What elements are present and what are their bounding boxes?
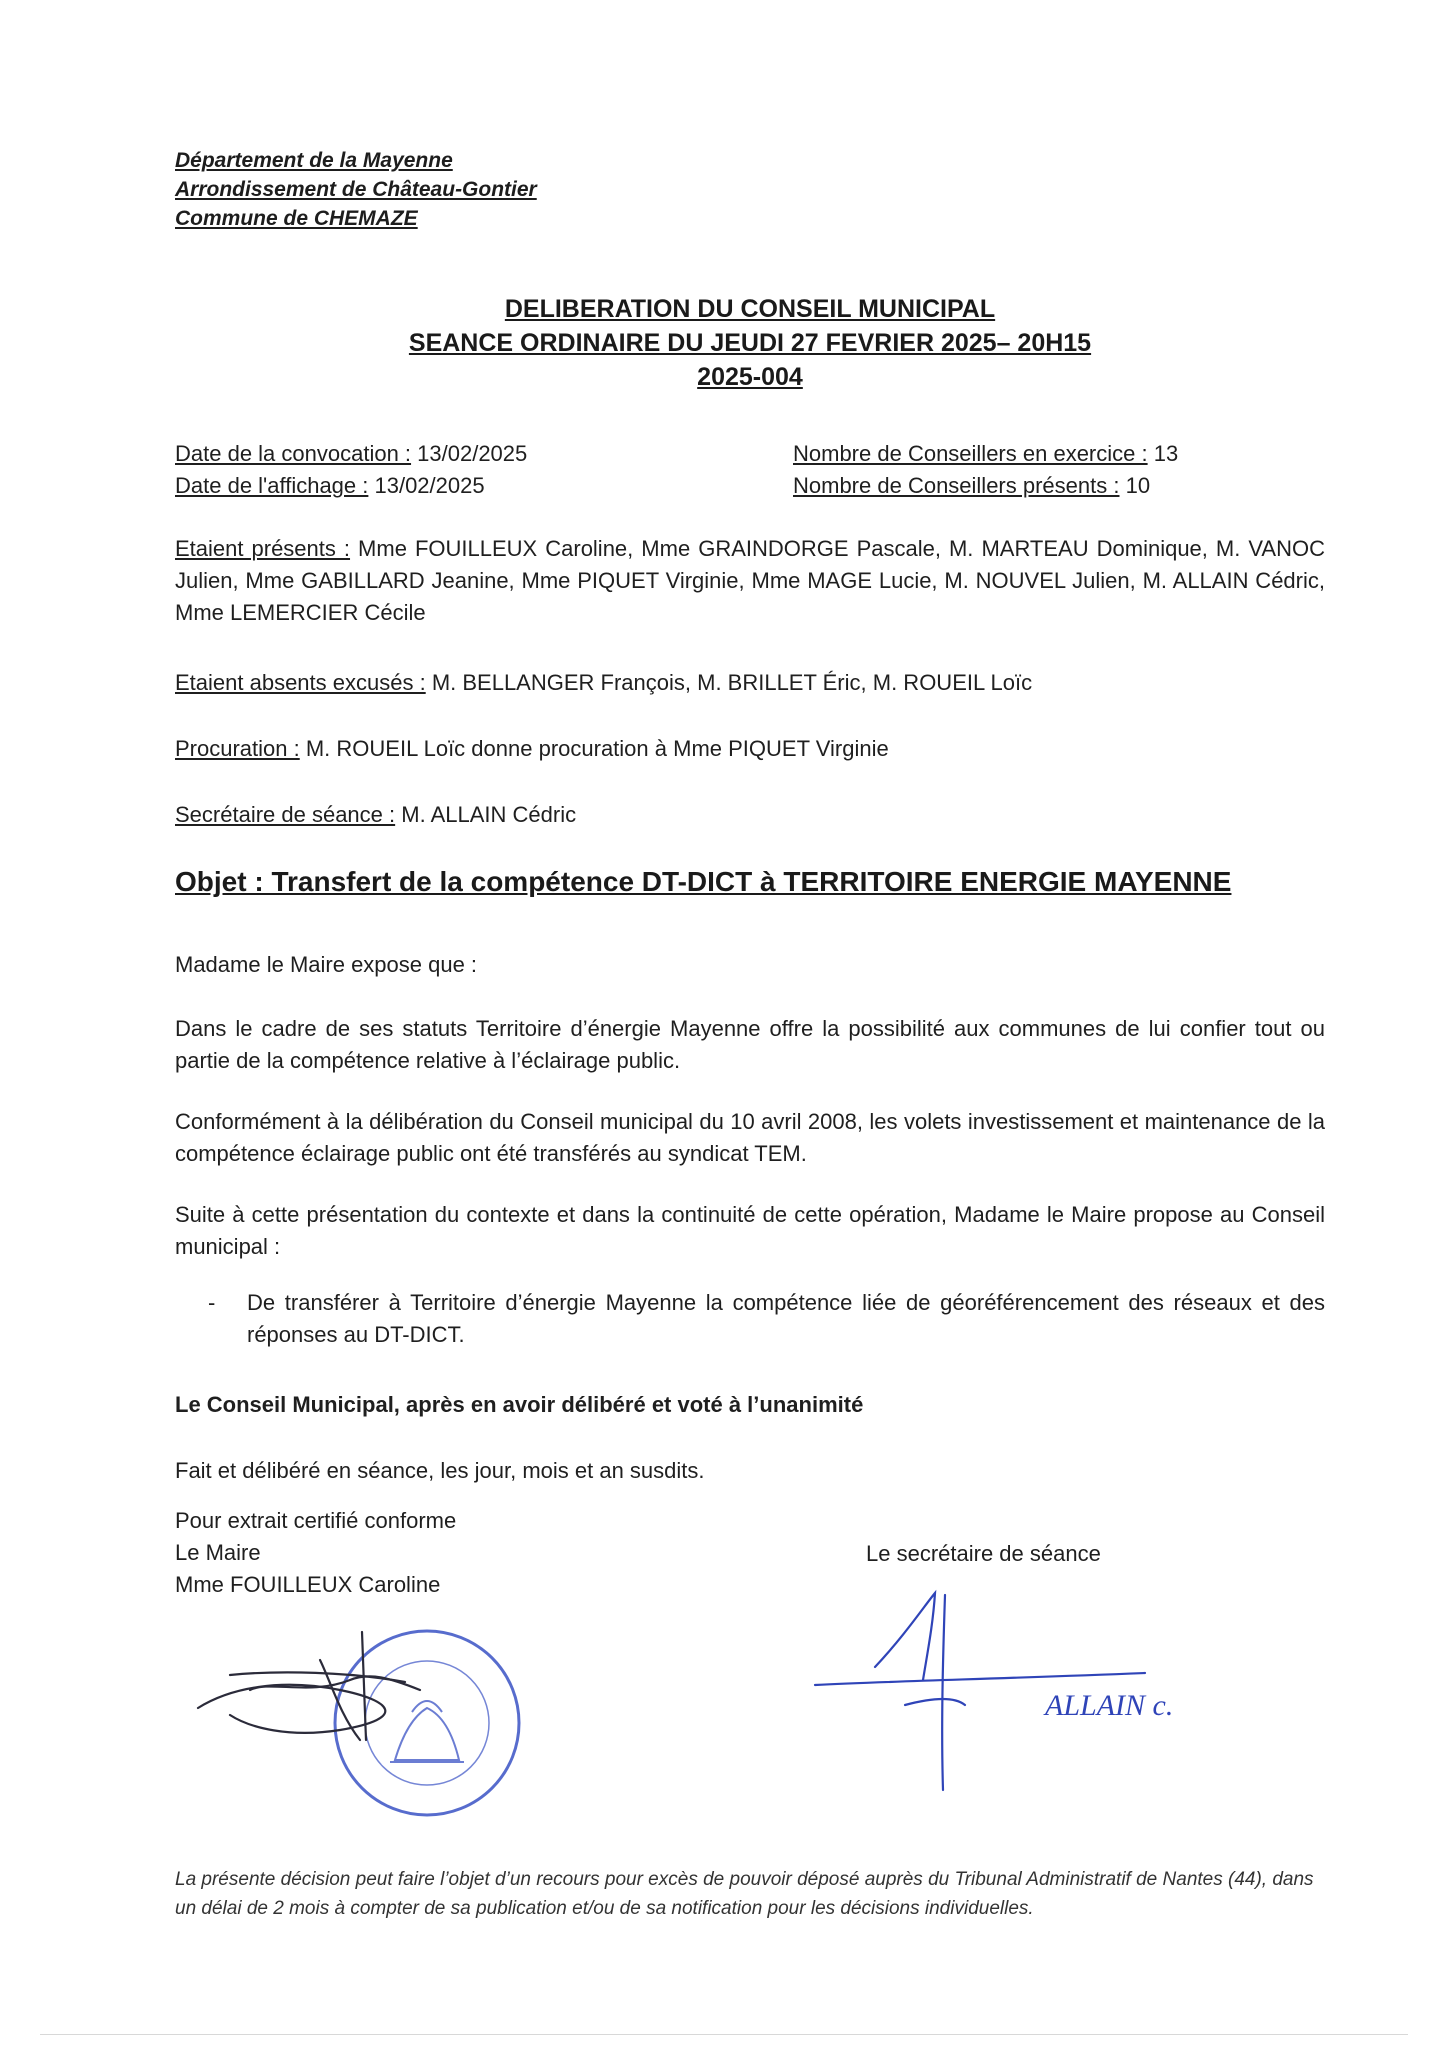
- paragraph-2: Conformément à la délibération du Conseil municipal du 10 avril 2008, les volets investissement et maintenance de la compétence éclairage public ont été transférés au syndicat TEM.: [175, 1109, 1325, 1166]
- presents-label: Etaient présents :: [175, 536, 351, 561]
- letterhead: [175, 146, 537, 233]
- affichage-value: 13/02/2025: [368, 473, 485, 498]
- procuration-label: Procuration :: [175, 736, 300, 761]
- presents-list: Mme FOUILLEUX Caroline, Mme GRAINDORGE Pascale, M. MARTEAU Dominique, M. VANOC Julien, Mme GABILLARD Jeanine, Mme PIQUET Virginie, Mme MAGE Lucie, M. NOUVEL Julien, M. ALLAIN Cédric, Mme LEMERCIER Cécile: [175, 536, 1325, 625]
- secretaire-label: Secrétaire de séance :: [175, 802, 396, 827]
- convocation-value: 13/02/2025: [411, 441, 528, 466]
- paragraph-3: Suite à cette présentation du contexte et dans la continuité de cette opération, Madame le Maire propose au Conseil municipal :: [175, 1202, 1325, 1259]
- decision-line: Le Conseil Municipal, après en avoir délibéré et voté à l’unanimité: [175, 1392, 864, 1417]
- legal-footer: La présente décision peut faire l’objet d’un recours pour excès de pouvoir déposé auprès du Tribunal Administratif de Nantes (44), dans un délai de 2 mois à compter de sa publication et/ou de sa notification pour les décisions individuelles.: [175, 1869, 1314, 1919]
- conseillers-exercice: [793, 438, 1178, 470]
- arrondissement-line: Arrondissement de Château-Gontier: [175, 178, 537, 201]
- maire-signature-block: [175, 1505, 456, 1601]
- objet-heading: Objet : Transfert de la compétence DT-DICT à TERRITOIRE ENERGIE MAYENNE: [175, 866, 1232, 897]
- secretaire-paragraph: [175, 799, 1325, 831]
- commune-line: Commune de CHEMAZE: [175, 207, 418, 230]
- intro-paragraph: Madame le Maire expose que :: [175, 952, 478, 977]
- title-line-3: 2025-004: [697, 363, 803, 391]
- page-bottom-divider: [40, 2034, 1408, 2035]
- maire-name: Mme FOUILLEUX Caroline: [175, 1572, 441, 1597]
- convocation-date: [175, 438, 527, 470]
- bullet-dash: -: [208, 1290, 216, 1315]
- secretaire-handwritten-name: ALLAIN c.: [1045, 1689, 1174, 1722]
- mairie-stamp-and-signature: [190, 1620, 550, 1820]
- exercice-label: Nombre de Conseillers en exercice :: [793, 441, 1148, 466]
- secretaire-signature-title: Le secrétaire de séance: [866, 1541, 1101, 1566]
- absents-paragraph: [175, 667, 1325, 699]
- secretaire-signature: [815, 1585, 1235, 1795]
- procuration-paragraph: [175, 733, 1325, 765]
- secretaire-name: M. ALLAIN Cédric: [395, 802, 577, 827]
- presents-count-label: Nombre de Conseillers présents :: [793, 473, 1120, 498]
- extrait-line: Pour extrait certifié conforme: [175, 1508, 457, 1533]
- fait-line: Fait et délibéré en séance, les jour, mois et an susdits.: [175, 1458, 705, 1483]
- affichage-date: [175, 470, 485, 502]
- maire-signature: [198, 1632, 420, 1740]
- presents-count-value: 10: [1119, 473, 1151, 498]
- exercice-value: 13: [1147, 441, 1179, 466]
- absents-label: Etaient absents excusés :: [175, 670, 426, 695]
- departement-line: Département de la Mayenne: [175, 149, 453, 172]
- affichage-label: Date de l'affichage :: [175, 473, 369, 498]
- absents-list: M. BELLANGER François, M. BRILLET Éric, M. ROUEIL Loïc: [425, 670, 1033, 695]
- title-line-2: SEANCE ORDINAIRE DU JEUDI 27 FEVRIER 2025– 20H15: [408, 329, 1092, 357]
- paragraph-1: Dans le cadre de ses statuts Territoire d’énergie Mayenne offre la possibilité aux communes de lui confier tout ou partie de la compétence relative à l’éclairage public.: [175, 1016, 1325, 1073]
- procuration-text: M. ROUEIL Loïc donne procuration à Mme PIQUET Virginie: [299, 736, 889, 761]
- title-line-1: DELIBERATION DU CONSEIL MUNICIPAL: [504, 295, 996, 323]
- conseillers-presents: [793, 470, 1150, 502]
- maire-title: Le Maire: [175, 1540, 261, 1565]
- presents-paragraph: [175, 533, 1325, 629]
- document-title: [175, 292, 1325, 394]
- convocation-label: Date de la convocation :: [175, 441, 412, 466]
- bullet-text: De transférer à Territoire d’énergie Mayenne la compétence liée de géoréférencement des réseaux et des réponses au DT-DICT.: [247, 1290, 1325, 1347]
